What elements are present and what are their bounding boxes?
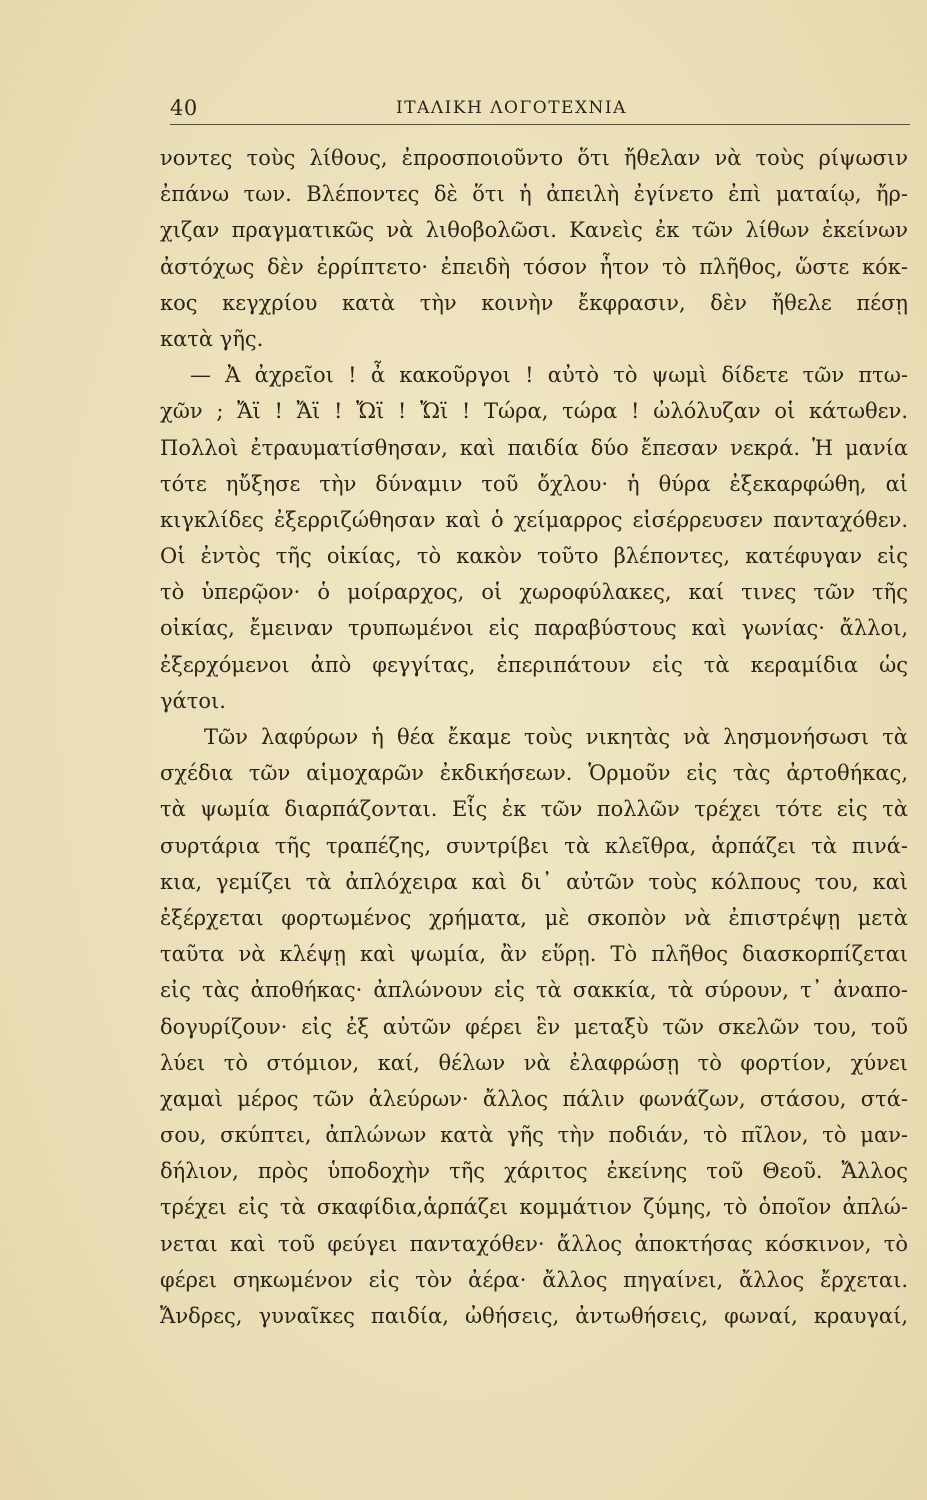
text-line: εἰς τὰς ἀποθήκας· ἀπλώνουν εἰς τὰ σακκία, τὰ σύρουν, τ᾽ ἀναπο- (160, 978, 908, 1003)
text-line: ἐπάνω των. Βλέποντες δὲ ὅτι ἡ ἀπειλὴ ἐγίνετο ἐπὶ ματαίῳ, ἤρ- (160, 182, 908, 207)
text-line: σχέδια τῶν αἱμοχαρῶν ἐκδικήσεων. Ὁρμοῦν εἰς τὰς ἀρτοθήκας, (160, 761, 908, 786)
text-line: ἐξερχόμενοι ἀπὸ φεγγίτας, ἐπεριπάτουν εἰς τὰ κεραμίδια ὡς (160, 652, 908, 677)
page-number: 40 (170, 96, 198, 120)
header-rule (170, 124, 910, 125)
text-line: ἀστόχως δὲν ἐρρίπτετο· ἐπειδὴ τόσον ἦτον τὸ πλῆθος, ὥστε κόκ- (160, 254, 908, 279)
text-line: τότε ηὔξησε τὴν δύναμιν τοῦ ὄχλου· ἡ θύρα ἐξεκαρφώθη, αἱ (160, 471, 908, 496)
text-line: κια, γεμίζει τὰ ἀπλόχειρα καὶ δι᾽ αὐτῶν τοὺς κόλπους του, καὶ (160, 869, 908, 894)
text-line: λύει τὸ στόμιον, καί, θέλων νὰ ἐλαφρώσῃ τὸ φορτίον, χύνει (160, 1050, 908, 1075)
text-line: δογυρίζουν· εἰς ἐξ αὐτῶν φέρει ἓν μεταξὺ τῶν σκελῶν του, τοῦ (160, 1014, 908, 1039)
text-line: Τῶν λαφύρων ἡ θέα ἔκαμε τοὺς νικητὰς νὰ λησμονήσωσι τὰ (204, 725, 908, 749)
text-line: ἐξέρχεται φορτωμένος χρήματα, μὲ σκοπὸν νὰ ἐπιστρέψῃ μετὰ (160, 905, 908, 930)
text-line: νεται καὶ τοῦ φεύγει πανταχόθεν· ἄλλος ἀποκτήσας κόσκινον, τὸ (160, 1231, 908, 1256)
running-title: ΙΤΑΛΙΚΗ ΛΟΓΟΤΕΧΝΙΑ (396, 98, 627, 118)
body-text (160, 140, 908, 1334)
page-header (170, 96, 910, 126)
text-line: φέρει σηκωμένον εἰς τὸν ἀέρα· ἄλλος πηγαίνει, ἄλλος ἔρχεται. (160, 1267, 908, 1292)
text-line: κος κεγχρίου κατὰ τὴν κοινὴν ἔκφρασιν, δὲν ἤθελε πέσῃ (160, 290, 908, 315)
text-line: χιζαν πραγματικῶς νὰ λιθοβολῶσι. Κανεὶς ἐκ τῶν λίθων ἐκείνων (160, 218, 908, 243)
text-line: δήλιον, πρὸς ὑποδοχὴν τῆς χάριτος ἐκείνης τοῦ Θεοῦ. Ἄλλος (160, 1159, 908, 1184)
text-line: γάτοι. (160, 688, 226, 713)
text-line: χαμαὶ μέρος τῶν ἀλεύρων· ἄλλος πάλιν φωνάζων, στάσου, στά- (160, 1086, 908, 1111)
text-line: τὰ ψωμία διαρπάζονται. Εἷς ἐκ τῶν πολλῶν τρέχει τότε εἰς τὰ (160, 797, 908, 822)
text-line: κιγκλίδες ἐξερριζώθησαν καὶ ὁ χείμαρρος εἰσέρρευσεν πανταχόθεν. (160, 507, 908, 532)
text-line: Πολλοὶ ἐτραυματίσθησαν, καὶ παιδία δύο ἔπεσαν νεκρά. Ἡ μανία (160, 435, 908, 460)
text-line: Οἱ ἐντὸς τῆς οἰκίας, τὸ κακὸν τοῦτο βλέποντες, κατέφυγαν εἰς (160, 544, 908, 569)
text-line: τρέχει εἰς τὰ σκαφίδια,ἁρπάζει κομμάτιον ζύμης, τὸ ὁποῖον ἀπλώ- (160, 1195, 908, 1220)
text-line: συρτάρια τῆς τραπέζης, συντρίβει τὰ κλεῖθρα, ἁρπάζει τὰ πινά- (160, 833, 908, 858)
text-line: χῶν ; Ἄϊ ! Ἄϊ ! Ὤϊ ! Ὤϊ ! Τώρα, τώρα ! ὠλόλυζαν οἱ κάτωθεν. (160, 399, 908, 424)
text-line: Ἄνδρες, γυναῖκες παιδία, ὠθήσεις, ἀντωθήσεις, φωναί, κραυγαί, (160, 1304, 908, 1328)
text-line: κατὰ γῆς. (160, 326, 264, 351)
text-line: — Ἀ ἀχρεῖοι ! ἆ κακοῦργοι ! αὐτὸ τὸ ψωμὶ δίδετε τῶν πτω- (190, 363, 908, 388)
text-line: ταῦτα νὰ κλέψῃ καὶ ψωμία, ἂν εὕρῃ. Τὸ πλῆθος διασκορπίζεται (160, 942, 908, 967)
text-line: οἰκίας, ἔμειναν τρυπωμένοι εἰς παραβύστους καὶ γωνίας· ἄλλοι, (160, 616, 908, 641)
text-line: νοντες τοὺς λίθους, ἐπροσποιοῦντο ὅτι ἤθελαν νὰ τοὺς ρίψωσιν (160, 146, 908, 170)
text-line: τὸ ὑπερῷον· ὁ μοίραρχος, οἱ χωροφύλακες, καί τινες τῶν τῆς (160, 580, 908, 605)
text-line: σου, σκύπτει, ἀπλώνων κατὰ γῆς τὴν ποδιάν, τὸ πῖλον, τὸ μαν- (160, 1123, 908, 1148)
